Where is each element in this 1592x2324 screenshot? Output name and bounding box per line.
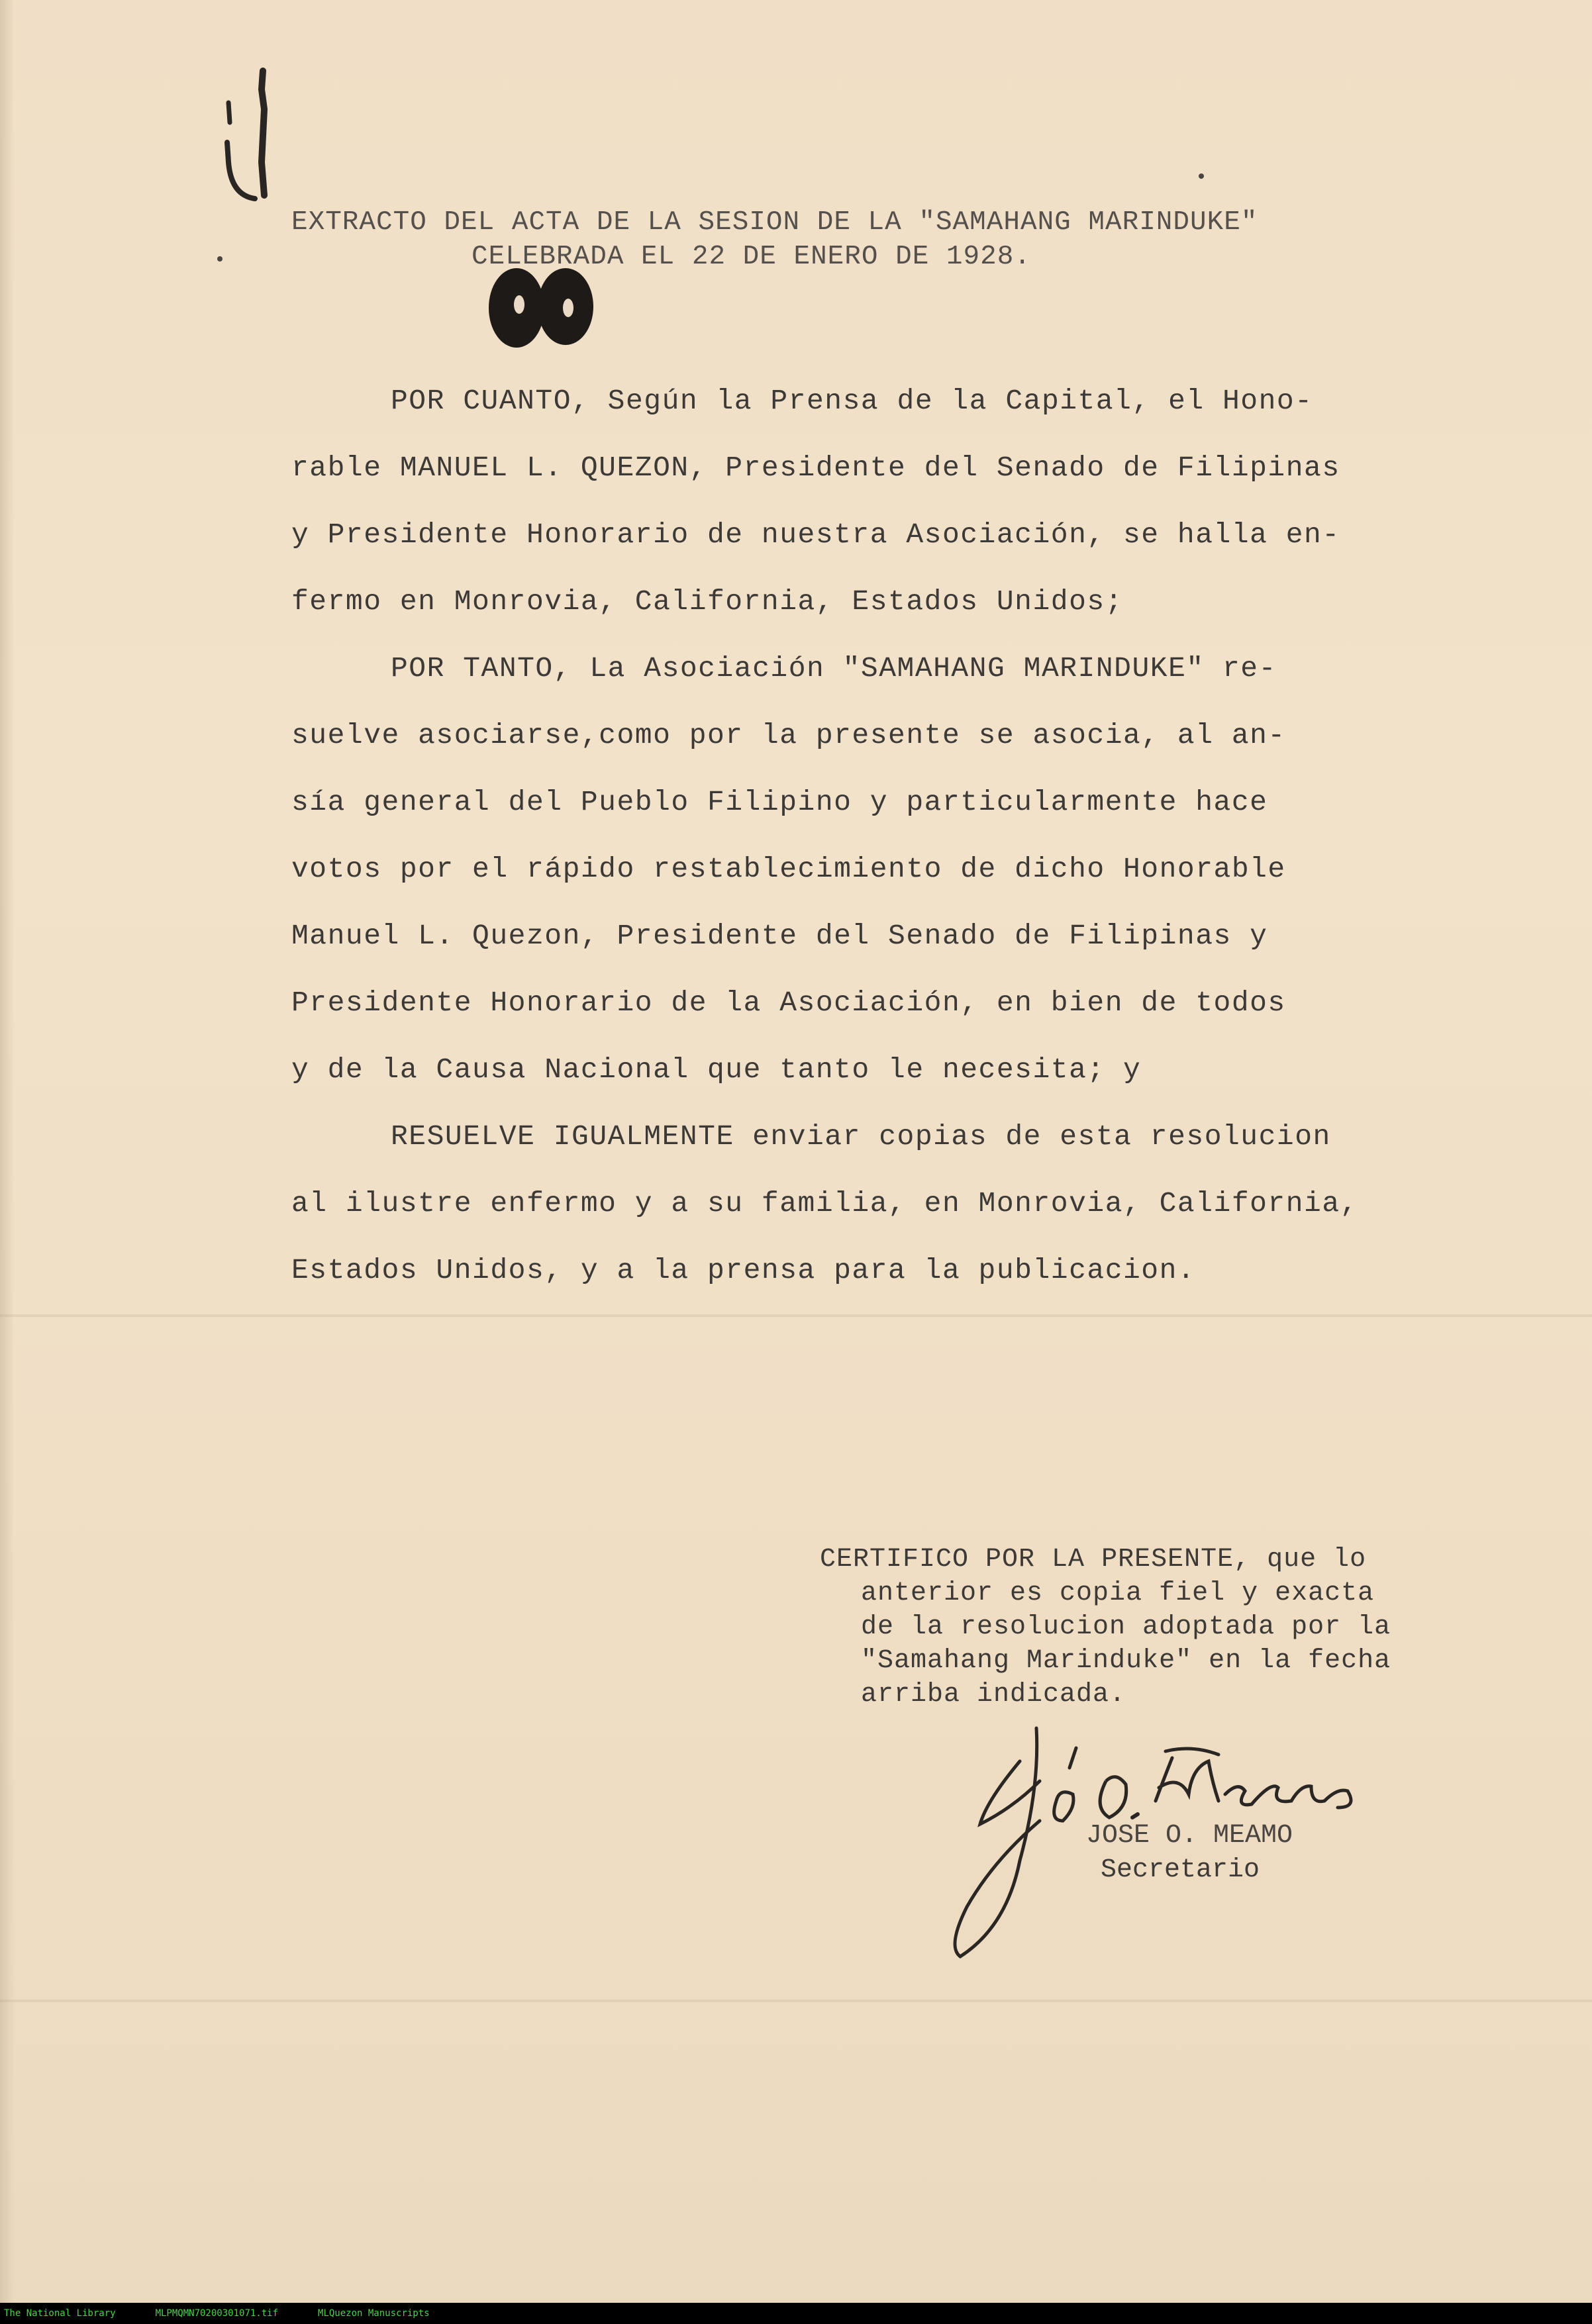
handwritten-corner-mark <box>215 63 288 209</box>
certification-line: CERTIFICO POR LA PRESENTE, que lo <box>820 1545 1367 1574</box>
resolution-body <box>291 367 1483 1304</box>
paragraph-line: y Presidente Honorario de nuestra Asociación, se halla en- <box>291 518 1340 551</box>
paragraph-line: fermo en Monrovia, California, Estados Unidos; <box>291 585 1123 618</box>
paragraph-line: Presidente Honorario de la Asociación, en bien de todos <box>291 987 1286 1019</box>
certification-block <box>820 1543 1562 1712</box>
signatory-name: JOSE O. MEAMO <box>1086 1821 1293 1851</box>
paragraph-line: y de la Causa Nacional que tanto le necesita; y <box>291 1053 1142 1086</box>
heading-line: EXTRACTO DEL ACTA DE LA SESION DE LA "SAMAHANG MARINDUKE" <box>291 207 1258 238</box>
certification-line: arriba indicada. <box>861 1680 1126 1710</box>
paragraph-line: RESUELVE IGUALMENTE enviar copias de esta resolucion <box>391 1120 1331 1153</box>
handwritten-signature <box>940 1708 1457 1960</box>
paragraph-line: sía general del Pueblo Filipino y particularmente hace <box>291 786 1268 818</box>
footer-library: The National Library <box>4 2308 116 2319</box>
ink-speck <box>1199 173 1204 179</box>
paragraph-line: rable MANUEL L. QUEZON, Presidente del Senado de Filipinas <box>291 452 1340 484</box>
signatory-title: Secretario <box>1101 1855 1260 1885</box>
paragraph-line: votos por el rápido restablecimiento de dicho Honorable <box>291 853 1286 885</box>
heading-line: CELEBRADA EL 22 DE ENERO DE 1928. <box>472 242 1031 272</box>
paper-fold-line <box>0 1314 1592 1317</box>
document-heading <box>291 205 1483 274</box>
certification-line: anterior es copia fiel y exacta <box>861 1578 1375 1608</box>
paper-edge-shadow <box>0 0 15 2303</box>
paragraph-line: Manuel L. Quezon, Presidente del Senado de Filipinas y <box>291 920 1268 952</box>
certification-line: de la resolucion adoptada por la <box>861 1612 1391 1642</box>
paragraph-line: Estados Unidos, y a la prensa para la publicacion. <box>291 1254 1196 1286</box>
footer-filename: MLPMQMN70200301071.tif <box>155 2308 279 2319</box>
paragraph-line: POR CUANTO, Según la Prensa de la Capital, el Hono- <box>391 385 1313 417</box>
paragraph-line: al ilustre enfermo y a su familia, en Monrovia, California, <box>291 1187 1358 1220</box>
certification-line: "Samahang Marinduke" en la fecha <box>861 1646 1391 1676</box>
paper-fold-line <box>0 2000 1592 2002</box>
paragraph-line: POR TANTO, La Asociación "SAMAHANG MARINDUKE" re- <box>391 652 1277 685</box>
ink-speck <box>217 256 223 262</box>
paragraph-line: suelve asociarse,como por la presente se asocia, al an- <box>291 719 1286 751</box>
footer-collection: MLQuezon Manuscripts <box>318 2308 430 2319</box>
scan-footer-bar <box>0 2303 1592 2324</box>
